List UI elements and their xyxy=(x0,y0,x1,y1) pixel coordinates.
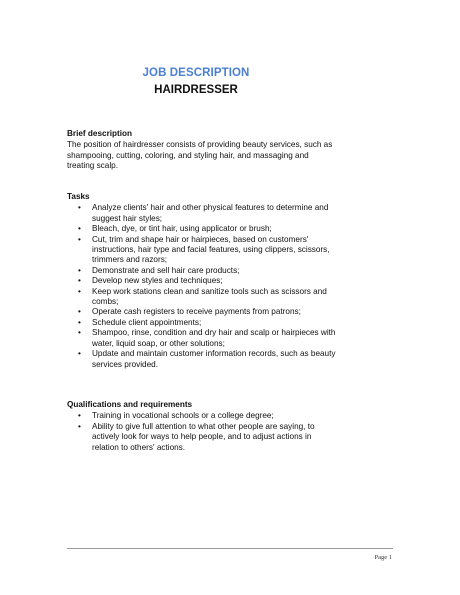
bullet-icon: • xyxy=(78,307,81,317)
tasks-list xyxy=(67,203,337,370)
qualifications-section xyxy=(67,400,337,453)
qualification-item xyxy=(67,411,337,421)
task-text: Keep work stations clean and sanitize tools such as scissors and combs; xyxy=(92,286,327,307)
task-item xyxy=(67,307,337,317)
bullet-icon: • xyxy=(78,421,81,431)
brief-description-heading: Brief description xyxy=(67,129,133,138)
task-item xyxy=(67,224,337,234)
task-text: Bleach, dye, or tint hair, using applicator or brush; xyxy=(92,224,272,234)
brief-description-section xyxy=(67,129,337,172)
bullet-icon: • xyxy=(78,317,81,327)
bullet-icon: • xyxy=(78,265,81,275)
bullet-icon: • xyxy=(78,224,81,234)
task-item xyxy=(67,349,337,370)
brief-description-text: The position of hairdresser consists of providing beauty services, such as shampooing, cutting, coloring, and styling hair, and massaging and treating scalp. xyxy=(67,140,333,171)
document-title: JOB DESCRIPTION xyxy=(142,67,250,79)
task-item xyxy=(67,203,337,224)
bullet-icon: • xyxy=(78,234,81,244)
task-item xyxy=(67,328,337,349)
task-text: Schedule client appointments; xyxy=(92,317,202,327)
qualification-text: Ability to give full attention to what other people are saying, to actively look for ways to help people, and to adjust actions in relation to others' actions. xyxy=(92,421,315,452)
page-number: Page 1 xyxy=(374,554,392,561)
task-item xyxy=(67,235,337,266)
footer-divider xyxy=(67,548,393,549)
task-text: Develop new styles and techniques; xyxy=(92,276,223,286)
task-text: Demonstrate and sell hair care products; xyxy=(92,265,240,275)
job-title: HAIRDRESSER xyxy=(154,84,238,96)
qualifications-list xyxy=(67,411,337,453)
task-item xyxy=(67,318,337,328)
task-item xyxy=(67,266,337,276)
tasks-heading: Tasks xyxy=(67,192,90,201)
task-text: Cut, trim and shape hair or hairpieces, based on customers' instructions, hair type and facial features, using clippers, scissors, trimmers and razors; xyxy=(92,234,330,265)
bullet-icon: • xyxy=(78,349,81,359)
bullet-icon: • xyxy=(78,203,81,213)
task-item xyxy=(67,287,337,308)
bullet-icon: • xyxy=(78,328,81,338)
task-text: Shampoo, rinse, condition and dry hair and scalp or hairpieces with water, liquid soap, or other solutions; xyxy=(92,328,336,348)
task-item xyxy=(67,276,337,286)
bullet-icon: • xyxy=(78,286,81,296)
bullet-icon: • xyxy=(78,276,81,286)
task-text: Update and maintain customer information records, such as beauty services provided. xyxy=(92,349,336,369)
qualification-text: Training in vocational schools or a college degree; xyxy=(92,411,274,421)
task-text: Operate cash registers to receive payments from patrons; xyxy=(92,307,301,317)
tasks-section xyxy=(67,192,337,370)
qualification-item xyxy=(67,422,337,453)
bullet-icon: • xyxy=(78,411,81,421)
qualifications-heading: Qualifications and requirements xyxy=(67,400,193,409)
task-text: Analyze clients' hair and other physical features to determine and suggest hair styles; xyxy=(92,203,329,223)
